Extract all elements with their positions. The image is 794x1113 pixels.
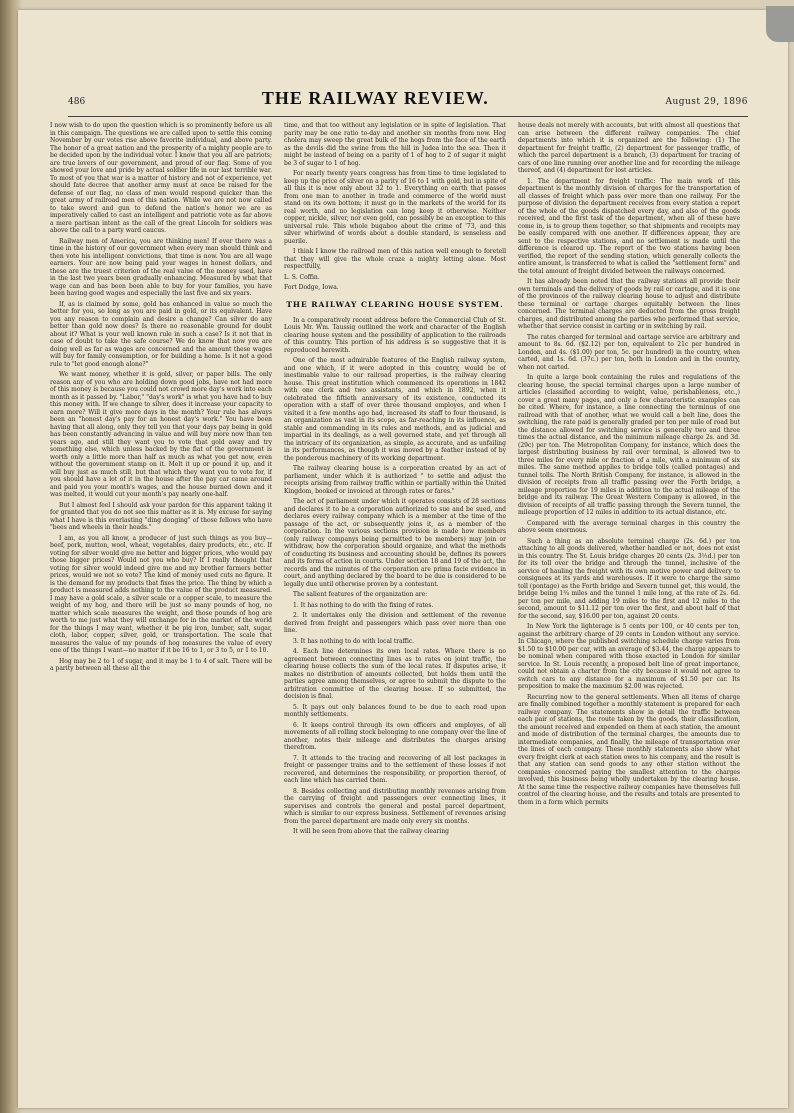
newspaper-page xyxy=(18,10,788,1108)
paragraph: Railway men of America, you are thinking men! If ever there was a time in the history of our government when every man should think and then vote his intelligent convictions, that time is now. You are all wage earners. Your are now being paid your wages in honest dollars, and these are the truest criterion of the real value of the money used, have in the last two years been gradually enhancing. Measured by what that wage can and has been been able to buy for your families, you have been having good wages and especially the last five and six years. xyxy=(50,237,272,297)
column-1 xyxy=(50,122,272,1092)
paragraph: Compared with the average terminal charges in this country the above seem enormous. xyxy=(518,519,740,534)
column-3 xyxy=(518,122,740,1092)
paragraph: It has already been noted that the railway stations all provide their own terminals and the delivery of goods by rail or cartage, and it is one of the provinces of the railway clearing house to adjust and distribute these terminal or cartage charges equitably between the lines concerned. The terminal charges are deducted from the gross freight charges, and distributed among the parties who performed that service, whether that service consist in carting or in switching by rail. xyxy=(518,278,740,330)
paragraph: time, and that too without any legislation or in spite of legislation. That parity may be one ratio to-day and another six months from now. Hog cholera may sweep the great bulk of the hogs from the face of the earth as the devils did the swine from the hill in Judea into the sea. Then it might be instead of being on a parity of 1 of hog to 2 of sugar it might be 3 of sugar to 1 of hog. xyxy=(284,122,506,167)
page-number: 486 xyxy=(68,97,86,107)
paragraph: In New York the lighterage is 5 cents per 100, or 40 cents per ton, against the arbitrary charge of 29 cents in London without any service. In Chicago, where the published switching schedule charge varies from $1.50 to $10.00 per car, with an average of $3.44, the charge appears to be nominal when compared with those exacted in London for similar service. In St. Louis recently, a proposed belt line of great importance, could not obtain a charter from the city because it would not agree to switch cars to any distance for a maximum of $1.50 per car. Its proposition to make the maximum $2.00 was rejected. xyxy=(518,623,740,690)
paragraph: Recurring now to the general settlements. When all items of charge are finally combined together a monthly statement is prepared for each railway company. The statements show in detail the traffic between each pair of stations, the route taken by the goods, their classification, the amount received and expended on them at each station, the amount and mode of distribution of the terminal charges, the amounts due to intermediate companies, and finally, the mileage of transportation over the lines of each company. These monthly statements also show what every freight clerk at each station owes to his company, and the result is that any station can send goods to any other station without the companies concerned paying the smallest attention to the charges involved, this business being wholly undertaken by the clearing house. At the same time the respective railway companies have themselves full control of the clearing house, and the results and totals are presented to them in a form which permits xyxy=(518,693,740,806)
paragraph: Hog may be 2 to 1 of sugar, and it may be 1 to 4 of salt. There will be a parity between all these all the xyxy=(50,657,272,672)
masthead-title: THE RAILWAY REVIEW. xyxy=(261,88,489,108)
paragraph: If, as is claimed by some, gold has enhanced in value so much the better for you, so long as you are paid in gold, or its equivalent. Have you any reason to complain and desire a change? Can silver do any better than gold now does? Is there no reasonable ground for doubt about it? What is your well known rule in such a case? Is it not that in case of doubt to take the safe course? We do know that now you are doing well as far as wages are concerned and the amount these wages will buy for family consumption, or for building a home. Is it not a good rule to "let good enough alone?" xyxy=(50,300,272,368)
corner-tab xyxy=(766,6,794,42)
paragraph: Such a thing as an absolute terminal charge (2s. 6d.) per ton attaching to all goods delivered, whether handled or not, does not exist in this country. The St. Louis bridge charges 20 cents (2s. 3½d.) per ton for its toll over the bridge and through the tunnel, inclusive of the service of hauling the freight with its own motive power and delivery to consignees at its yards and warehouses. If it were to charge the same toll (pontage) as the Forth bridge and Severn tunnel get, this would, the bridge being 1¾ miles and the tunnel 1 mile long, at the rate of 2s. 6d. per ton per mile, and adding 19 miles to the first and 12 miles to the second, amount to $11.12 per ton over the first, and about half of that for the second, say, $16.00 per ton, against 20 cents. xyxy=(518,537,740,620)
paragraph: The salient features of the organization are: xyxy=(293,591,428,598)
paragraph: I think I know the railroad men of this nation well enough to foretell that they will give the whole craze a mighty letting alone. Most respectfully, xyxy=(284,248,506,270)
list-item: 1. It has nothing to do with the fixing of rates. xyxy=(293,601,434,609)
paragraph: 1. The department for freight traffic: The main work of this department is the monthly division of charges for the transportation of all classes of freight which pass over more than one railway. For the purpose of division the department receives from every station a report of the whole of the goods dispatched every day, and also of the goods received, and the first task of the department, when all of these have come in, is to group them together, so that shipments and receipts may be easily compared with one another. If differences appear, they are sent to the respective stations, and no settlement is made until the difference is cleared up. The report of the two stations having been verified, the report of the sending station, which generally collects the entire amount, is transferred to what is called the "settlement form" and the total amount of freight divided between the railways concerned. xyxy=(518,177,740,275)
paragraph: In quite a large book containing the rules and regulations of the clearing house, the special terminal charges upon a large number of articles (classified according to weight, value, perishableness, etc.,) cover a great many pages, and only a few characteristic examples can be cited. Where, for instance, a line connecting the terminus of one railroad with that of another, what we would call a belt line, does the switching, the rate paid is generally graded per ton per mile of road but the distance allowed for switching service is generally two and three times the actual distance, and the minimum mileage charge 2s. and 3d. (29c) per ton. The Metropolitan Company, for instance, which does the largest distributing business by rail over terminal, is allowed two to three miles for every mile or fraction of a mile, with a minimum of six miles. The same method applies to bridge tolls (called pontages) and tunnel tolls. The North British Company, for instance, is allowed in the division of receipts from all traffic passing over the Forth bridge, a mileage proportion for 19 miles in addition to the actual mileage of the bridge and its railway. The Great Western Company is allowed, in the division of receipts of all traffic passing through the Severn tunnel, the mileage proportion of 12 miles in addition to its actual distance, etc. xyxy=(518,374,740,516)
paragraph: In a comparatively recent address before the Commercial Club of St. Louis Mr. Wm. Taussig outlined the work and character of the English clearing house system and the possibility of application to the railroads of this country. This portion of his address is so suggestive that it is reproduced herewith. xyxy=(284,316,506,354)
paragraph: We want money, whether it is gold, silver, or paper bills. The only reason any of you who are holding down good jobs, have not had more of this money is because you could not crowd more day's work into each month as it passed by. "Labor," "day's work" is what you have had to buy this money with. If we change to silver, does it increase your capacity to earn more? Will it give more days in the month? Your rule has always been an "honest day's pay for an honest day's work." You have been having that all along, only they tell you that your days pay being in gold has been constantly advancing in value and will buy more now than ten years ago, and still they want you to vote that gold away and try something else, which unless backed by the fiat of the government is worth only a little more than half as much as what you get now, even without the government stamp on it. Melt it up or pound it up, and it will buy just as much still, but that which they want you to vote for, if you should have a lot of it in the house after the pay car came around and paid you your month's wages, and the house burned down and it was melted, it would cut your month's pay nearly one-half. xyxy=(50,371,272,498)
paragraph: The rates charged for terminal and cartage service are arbitrary and amount to 8s. 6d. ($2.12) per ton, equivalent to 21c per hundred in London, and 4s. ($1.00) per ton, 5c. per hundred) in the country, when carted, and 1s. 6d. (37c.) per ton, both in London and in the country, when not carted. xyxy=(518,333,740,371)
paragraph: The act of parliament under which it operates consists of 28 sections and declares it to be a corporation authorized to sue and be sued, and declares every railway company which is a member at the time of the passage of the act, or subsequently joins it, as a member of the corporation. In the various sections provision is made how members (only railway companys being permitted to be members) may join or withdraw, how the corporation should organize, and what the methods of conducting its business and accounting should be, defines its powers and its forms of action in courts. Under section 18 and 19 of the act, the records and the minutes of the corporation are prima facie evidence in court, and anything declared by the board to be due is considered to be legally due until otherwise proven by a contestant. xyxy=(284,498,506,588)
list-item: 4. Each line determines its own local rates. Where there is no agreement between connecting lines as to rates on joint traffic, the clearing house collects the sum of the local rates. If disputes arise, it makes no distribution of amounts collected, but holds them until the parties agree among themselves, or agree to submit the dispute to the arbitration committee of the clearing house. If so submitted, the decision is final. xyxy=(284,648,506,700)
list-item: 3. It has nothing to do with local traffic. xyxy=(293,637,415,645)
column-2 xyxy=(284,122,506,1092)
list-item: 8. Besides collecting and distributing monthly revenues arising from the carrying of freight and passengers over connecting lines, it supervises and controls the general and postal parcel department, which is similar to our express business. Settlement of revenues arising from the parcel department are made only every six months. xyxy=(284,787,506,825)
issue-date: August 29, 1896 xyxy=(665,97,748,107)
section-title: THE RAILWAY CLEARING HOUSE SYSTEM. xyxy=(286,299,504,309)
list-item: 6. It keeps control through its own officers and employes, of all movements of all rolling stock belonging to one company over the line of another, notes their mileage and distributes the charges arising therefrom. xyxy=(284,721,506,751)
paragraph: house deals not merely with accounts, but with almost all questions that can arise between the different railway companies. The chief departments into which it is organized are the following: (1) The department for freight traffic, (2) department for passenger traffic, of which the parcel department is a branch, (3) department for tracing of cars of one line running over another line and for recording the mileage thereof, and (4) department for lost articles. xyxy=(518,122,740,174)
paragraph: The railway clearing house is a corporation created by an act of parliament, under which it is authorized " to settle and adjust the receipts arising from railway traffic within or partially within the United Kingdom, booked or invoiced at through rates or fares." xyxy=(284,465,506,495)
paragraph: I am, as you all know, a producer of just such things as you buy—beef, pork, mutton, wool, wheat, vegetables, dairy products, etc., etc. If voting for silver would give me better and bigger prices, who would pay those bigger prices? Would not you who buy? If I really thought that voting for silver would indeed give me and my brother farmers better prices, would we not so vote? The kind of money used cuts no figure. It is the demand for my products that fixes the price. The thing by which a product is measured adds nothing to the value of the product measured. I may have a gold scale, a silver scale or a copper scale, to measure the weight of my hog, and there will be just so many pounds of hog, no matter which scale measures the weight, and those pounds of hog are worth to me just what they will exchange for in the market of the world for the things I may want, whether it be pig iron, lumber, salt, sugar, cloth, labor, copper, silver, gold, or transportation. The scale that measures the value of my pounds of hog measures the value of every one of the things I want—no matter if it be 16 to 1, or 3 to 5, or 1 to 10. xyxy=(50,534,272,654)
list-item: 5. It pays out only balances found to be due to each road upon monthly settlements. xyxy=(284,703,506,718)
header-rule xyxy=(68,116,748,117)
letter-place: Fort Dodge, Iowa. xyxy=(284,284,339,291)
article-columns xyxy=(50,122,740,1092)
page-header xyxy=(68,88,748,114)
paragraph: It will be seen from above that the railway clearing xyxy=(293,828,450,835)
paragraph: I now wish to do upon the question which is so prominently before us all in this campaign. The questions we are called upon to settle this coming November by our votes rise above favorite individual, and above party. The honor of a great nation and the prosperity of a mighty people are to be decided upon by the individual voter. I know that you all are patriots; are true lovers of our government, and proud of our flag. Some of you showed your love and pride by actual soldier life in our last terrible war. To most of you that war is a matter of history and not of experience, yet should fate decree that another army must at once be raised for the defense of our flag, no class of men would respond quicker than the great army of railroad men of this nation. While we are not now called to take sword and gun to defend the nation's honor we are as imperatively called to cast an intelligent and patriotic vote as far above a mere partisan intent as the call of the great Lincoln for soldiers was above the call to a party ward caucus. xyxy=(50,122,272,234)
paragraph: But I almost feel I should ask your pardon for this apparent taking it for granted that you do not see this matter as it is. My excuse for saying what I have is this everlasting "ding donging" of those fellows who have "bees and wheels in their heads." xyxy=(50,501,272,531)
paragraph: One of the most admirable features of the English railway system, and one which, if it were adopted in this country, would be of inestimable value to our railroad properties, is the railway clearing house. This great institution which commenced its operations in 1842 with one clerk and two assistants, and which in 1892, when it celebrated the fiftieth anniversary of its existence, conducted its operation with a staff of over three thousand employes, and when I visited it a few months ago had, increased its staff to four thousand, is an organization as vast in its scope, as far-reaching in its influence, as stable and commanding in its rules and methods, and as judicial and impartial in its dealings, as a well governed state, and yet through all the intricacy of its organization, as simple, as accurate, and as unfailing in its performances, as though it was moved by a feather instead of by the ponderous machinery of its working department. xyxy=(284,357,506,462)
letter-signature: L. S. Coffin. xyxy=(284,273,320,281)
list-item: 7. It attends to the tracing and recovering of all lost packages in freight or passenger trains and to the settlement of these losses if not recovered, and determines the responsibility, or proportion thereof, of each line which has carried them. xyxy=(284,754,506,784)
list-item: 2. It undertakes only the division and settlement of the revenue derived from freight and passengers which pass over more than one line. xyxy=(284,612,506,634)
paragraph: For nearly twenty years congress has from time to time legislated to keep up the price of silver on a parity of 16 to 1 with gold, but in spite of all this it is now only about 32 to 1. Everything on earth that passes from one man to another in trade and commerce of the world must stand on its own bottom; it must go in the markets of the world for its real worth, and no legislation can long keep it otherwise. Neither copper, nickle, silver, nor even gold, can possibly be an exception to this universal rule. This whole bugaboo about the crime of '73, and this silver whirlwind of words about a double standard, is senseless and puerile. xyxy=(284,170,506,245)
